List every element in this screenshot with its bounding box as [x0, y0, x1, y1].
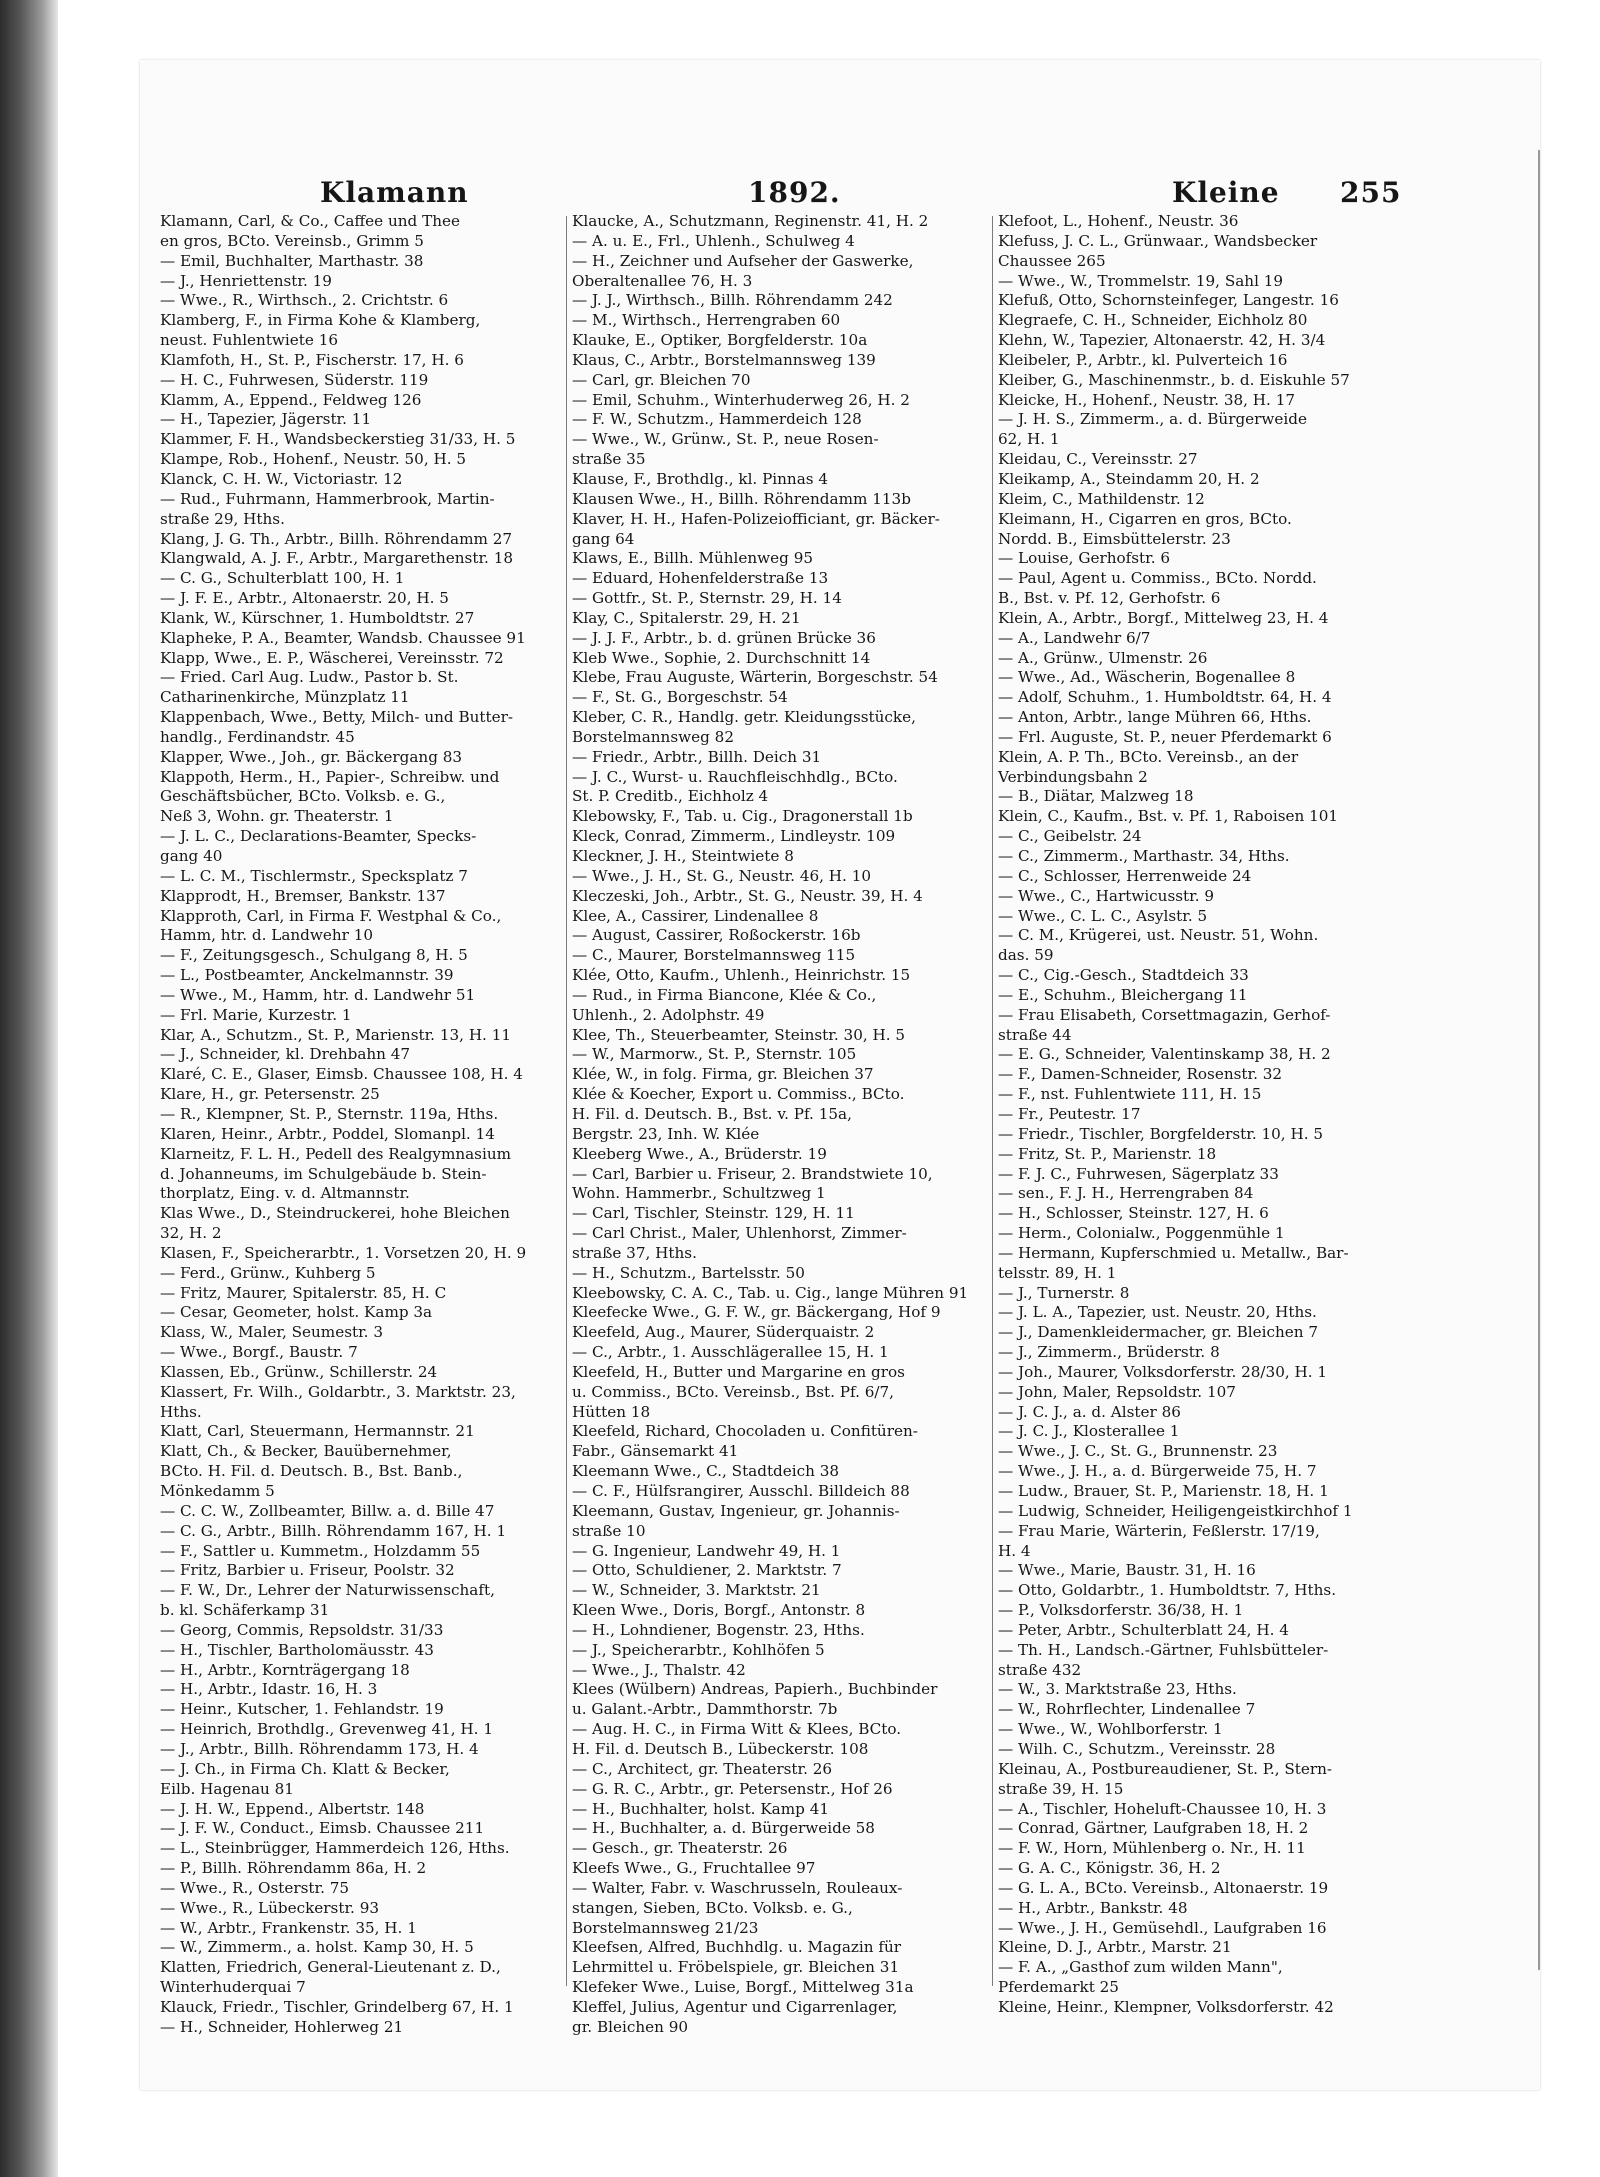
- directory-entry-line: Kleeberg Wwe., A., Brüderstr. 19: [572, 1144, 827, 1163]
- directory-entry-line: — H., Buchhalter, holst. Kamp 41: [572, 1799, 830, 1818]
- directory-entry-line: — A. u. E., Frl., Uhlenh., Schulweg 4: [572, 231, 855, 250]
- directory-entry-line: telsstr. 89, H. 1: [998, 1263, 1117, 1282]
- directory-entry-line: Klaus, C., Arbtr., Borstelmannsweg 139: [572, 350, 876, 369]
- directory-entry-line: Klar, A., Schutzm., St. P., Marienstr. 13, H. 11: [160, 1025, 512, 1044]
- running-head-right: Kleine: [1172, 176, 1280, 209]
- directory-entry-line: Winterhuderquai 7: [160, 1978, 306, 1997]
- directory-entry-line: — Fritz, Barbier u. Friseur, Poolstr. 32: [160, 1561, 455, 1580]
- directory-entry-line: Hamm, htr. d. Landwehr 10: [160, 926, 374, 945]
- directory-entry-line: — Ludw., Brauer, St. P., Marienstr. 18, H. 1: [998, 1482, 1329, 1500]
- directory-entry-line: — E. G., Schneider, Valentinskamp 38, H. 2: [998, 1045, 1331, 1064]
- directory-entry-line: Klefuss, J. C. L., Grünwaar., Wandsbecker: [998, 231, 1318, 250]
- directory-entry-line: — Friedr., Arbtr., Billh. Deich 31: [572, 747, 822, 766]
- directory-entry-line: — H., Tapezier, Jägerstr. 11: [160, 410, 372, 429]
- directory-entry-line: Klapp, Wwe., E. P., Wäscherei, Vereinsstr. 72: [160, 648, 504, 667]
- directory-entry-line: Uhlenh., 2. Adolphstr. 49: [572, 1005, 765, 1024]
- directory-entry-line: — J. L. C., Declarations-Beamter, Specks-: [160, 827, 477, 846]
- directory-entry-line: — Anton, Arbtr., lange Mühren 66, Hths.: [998, 708, 1312, 727]
- directory-entry-line: Klare, H., gr. Petersenstr. 25: [160, 1085, 380, 1104]
- directory-entry-line: Catharinenkirche, Münzplatz 11: [160, 688, 410, 707]
- directory-entry-line: — Fr., Peutestr. 17: [998, 1104, 1141, 1123]
- directory-entry-line: — H., Buchhalter, a. d. Bürgerweide 58: [572, 1819, 875, 1838]
- directory-entry-line: b. kl. Schäferkamp 31: [160, 1601, 330, 1620]
- directory-entry-line: Kleefeld, Richard, Chocoladen u. Confitüren-: [572, 1422, 918, 1441]
- directory-entry-line: Klefoot, L., Hohenf., Neustr. 36: [998, 212, 1239, 230]
- directory-entry-line: — C., Geibelstr. 24: [998, 827, 1142, 846]
- directory-entry-line: Klanck, C. H. W., Victoriastr. 12: [160, 469, 403, 488]
- directory-entry-line: — H., Tischler, Bartholomäusstr. 43: [160, 1640, 434, 1659]
- directory-entry-line: — F. W., Schutzm., Hammerdeich 128: [572, 410, 862, 429]
- directory-entry-line: — Wwe., R., Wirthsch., 2. Crichtstr. 6: [160, 291, 449, 310]
- directory-entry-line: — F. W., Horn, Mühlenberg o. Nr., H. 11: [998, 1839, 1306, 1858]
- directory-entry-line: — J. Ch., in Firma Ch. Klatt & Becker,: [160, 1759, 450, 1778]
- directory-entry-line: — M., Wirthsch., Herrengraben 60: [572, 311, 841, 330]
- page-number: 255: [1340, 176, 1402, 209]
- directory-entry-line: — J., Henriettenstr. 19: [160, 271, 332, 290]
- directory-entry-line: — Friedr., Tischler, Borgfelderstr. 10, H. 5: [998, 1124, 1324, 1143]
- directory-entry-line: Klay, C., Spitalerstr. 29, H. 21: [572, 608, 801, 627]
- directory-entry-line: — J., Turnerstr. 8: [998, 1283, 1130, 1302]
- directory-entry-line: H. Fil. d. Deutsch B., Lübeckerstr. 108: [572, 1739, 869, 1758]
- directory-entry-line: Kleimann, H., Cigarren en gros, BCto.: [998, 509, 1292, 528]
- directory-entry-line: — L., Postbeamter, Anckelmannstr. 39: [160, 966, 454, 985]
- directory-entry-line: — H., Schneider, Hohlerweg 21: [160, 2017, 404, 2036]
- directory-entry-line: Klaws, E., Billh. Mühlenweg 95: [572, 549, 814, 568]
- directory-column-2: [572, 212, 990, 2036]
- directory-entry-line: — F., St. G., Borgeschstr. 54: [572, 688, 788, 707]
- directory-entry-line: — Adolf, Schuhm., 1. Humboldtstr. 64, H. 4: [998, 688, 1332, 707]
- directory-entry-line: neust. Fuhlentwiete 16: [160, 331, 339, 350]
- directory-entry-line: — F. W., Dr., Lehrer der Naturwissenschaft,: [160, 1581, 495, 1600]
- directory-entry-line: — Otto, Schuldiener, 2. Marktstr. 7: [572, 1561, 842, 1580]
- directory-entry-line: Kleiber, G., Maschinenmstr., b. d. Eiskuhle 57: [998, 370, 1350, 389]
- directory-entry-line: Mönkedamm 5: [160, 1482, 275, 1500]
- directory-entry-line: Kleicke, H., Hohenf., Neustr. 38, H. 17: [998, 390, 1296, 409]
- directory-entry-line: — J., Damenkleidermacher, gr. Bleichen 7: [998, 1323, 1319, 1342]
- directory-entry-line: Klein, C., Kaufm., Bst. v. Pf. 1, Raboisen 101: [998, 807, 1339, 826]
- book-binding-shadow: [0, 0, 58, 2177]
- directory-entry-line: — Peter, Arbtr., Schulterblatt 24, H. 4: [998, 1620, 1289, 1639]
- directory-entry-line: — C. C. W., Zollbeamter, Billw. a. d. Bille 47: [160, 1501, 495, 1520]
- directory-entry-line: — C., Maurer, Borstelmannsweg 115: [572, 946, 856, 965]
- directory-entry-line: Kleemann, Gustav, Ingenieur, gr. Johannis-: [572, 1501, 900, 1520]
- directory-entry-line: — F., Damen-Schneider, Rosenstr. 32: [998, 1065, 1283, 1084]
- directory-entry-line: B., Bst. v. Pf. 12, Gerhofstr. 6: [998, 589, 1221, 608]
- directory-entry-line: Hths.: [160, 1402, 202, 1421]
- directory-entry-line: straße 35: [572, 450, 646, 469]
- directory-entry-line: — J. F. E., Arbtr., Altonaerstr. 20, H. 5: [160, 589, 449, 608]
- directory-entry-line: — Wwe., R., Osterstr. 75: [160, 1878, 350, 1897]
- directory-entry-line: Kleinau, A., Postbureaudiener, St. P., Stern-: [998, 1759, 1333, 1778]
- directory-entry-line: — J., Arbtr., Billh. Röhrendamm 173, H. 4: [160, 1739, 479, 1758]
- directory-entry-line: — H., Arbtr., Idastr. 16, H. 3: [160, 1680, 378, 1699]
- directory-entry-line: Eilb. Hagenau 81: [160, 1779, 294, 1798]
- directory-entry-line: — Heinrich, Brothdlg., Grevenweg 41, H. 1: [160, 1720, 493, 1739]
- directory-entry-line: Borstelmannsweg 82: [572, 727, 734, 746]
- directory-entry-line: — Wwe., C. L. C., Asylstr. 5: [998, 906, 1208, 925]
- directory-column-3: [998, 212, 1396, 2016]
- directory-entry-line: — F. A., „Gasthof zum wilden Mann",: [998, 1958, 1283, 1977]
- directory-entry-line: Klammer, F. H., Wandsbeckerstieg 31/33, H. 5: [160, 430, 516, 449]
- directory-entry-line: — W., Arbtr., Frankenstr. 35, H. 1: [160, 1918, 417, 1937]
- directory-entry-line: — W., 3. Marktstraße 23, Hths.: [998, 1680, 1237, 1699]
- directory-entry-line: Hütten 18: [572, 1402, 651, 1421]
- directory-entry-line: — E., Schuhm., Bleichergang 11: [998, 985, 1248, 1004]
- directory-entry-line: Klehn, W., Tapezier, Altonaerstr. 42, H. 3/4: [998, 331, 1326, 350]
- directory-entry-line: — Louise, Gerhofstr. 6: [998, 549, 1171, 568]
- directory-entry-line: — W., Schneider, 3. Marktstr. 21: [572, 1581, 821, 1600]
- directory-entry-line: — C., Zimmerm., Marthastr. 34, Hths.: [998, 847, 1290, 865]
- directory-entry-line: Kleefeld, H., Butter und Margarine en gros: [572, 1362, 905, 1381]
- directory-entry-line: — Conrad, Gärtner, Laufgraben 18, H. 2: [998, 1819, 1309, 1838]
- directory-entry-line: — Frau Marie, Wärterin, Feßlerstr. 17/19,: [998, 1521, 1320, 1540]
- directory-entry-line: — Wwe., C., Hartwicusstr. 9: [998, 886, 1215, 905]
- directory-entry-line: — J., Speicherarbtr., Kohlhöfen 5: [572, 1640, 825, 1659]
- directory-entry-line: — L. C. M., Tischlermstr., Specksplatz 7: [160, 866, 468, 885]
- directory-entry-line: — F., Sattler u. Kummetm., Holzdamm 55: [160, 1541, 481, 1560]
- directory-entry-line: — Rud., in Firma Biancone, Klée & Co.,: [572, 985, 877, 1004]
- directory-entry-line: Wohn. Hammerbr., Schultzweg 1: [572, 1184, 826, 1203]
- directory-entry-line: — R., Klempner, St. P., Sternstr. 119a, Hths.: [160, 1104, 499, 1123]
- directory-entry-line: Klassen, Eb., Grünw., Schillerstr. 24: [160, 1362, 438, 1381]
- directory-entry-line: Kleine, Heinr., Klempner, Volksdorferstr. 42: [998, 1997, 1334, 2016]
- directory-entry-line: — Walter, Fabr. v. Waschrusseln, Rouleaux-: [572, 1878, 903, 1897]
- directory-entry-line: Kleefs Wwe., G., Fruchtallee 97: [572, 1859, 816, 1878]
- directory-entry-line: Klaré, C. E., Glaser, Eimsb. Chaussee 108, H. 4: [160, 1065, 523, 1084]
- directory-entry-line: Kleffel, Julius, Agentur und Cigarrenlager,: [572, 1997, 898, 2016]
- directory-entry-line: — Wwe., J. H., Gemüsehdl., Laufgraben 16: [998, 1918, 1327, 1937]
- directory-entry-line: — Otto, Goldarbtr., 1. Humboldtstr. 7, Hths.: [998, 1581, 1337, 1600]
- directory-entry-line: Klamfoth, H., St. P., Fischerstr. 17, H. 6: [160, 350, 464, 369]
- column-divider: [992, 216, 993, 1986]
- directory-entry-line: — Wwe., W., Trommelstr. 19, Sahl 19: [998, 271, 1284, 290]
- directory-entry-line: stangen, Sieben, BCto. Volksb. e. G.,: [572, 1898, 853, 1917]
- directory-entry-line: — Hermann, Kupferschmied u. Metallw., Bar-: [998, 1243, 1349, 1262]
- directory-entry-line: — J. J. F., Arbtr., b. d. grünen Brücke 36: [572, 628, 876, 647]
- directory-entry-line: — P., Volksdorferstr. 36/38, H. 1: [998, 1601, 1244, 1620]
- directory-entry-line: Klatt, Ch., & Becker, Bauübernehmer,: [160, 1442, 452, 1461]
- directory-entry-line: — Wwe., Ad., Wäscherin, Bogenallee 8: [998, 668, 1296, 687]
- directory-entry-line: — C. F., Hülfsrangirer, Ausschl. Billdeich 88: [572, 1482, 910, 1500]
- directory-entry-line: Klank, W., Kürschner, 1. Humboldtstr. 27: [160, 608, 475, 627]
- directory-entry-line: St. P. Creditb., Eichholz 4: [572, 787, 769, 806]
- directory-entry-line: Klasen, F., Speicherarbtr., 1. Vorsetzen 20, H. 9: [160, 1243, 527, 1262]
- directory-entry-line: — J. H. W., Eppend., Albertstr. 148: [160, 1799, 425, 1818]
- directory-entry-line: Kleibeler, P., Arbtr., kl. Pulverteich 16: [998, 350, 1288, 369]
- directory-entry-line: BCto. H. Fil. d. Deutsch. B., Bst. Banb.,: [160, 1462, 463, 1481]
- directory-entry-line: u. Galant.-Arbtr., Dammthorstr. 7b: [572, 1700, 838, 1719]
- directory-entry-line: — Carl, gr. Bleichen 70: [572, 370, 751, 389]
- directory-entry-line: Klapproth, Carl, in Firma F. Westphal & Co.,: [160, 906, 502, 925]
- directory-entry-line: — Wwe., Marie, Baustr. 31, H. 16: [998, 1561, 1256, 1580]
- directory-entry-line: — Ludwig, Schneider, Heiligengeistkirchhof 1: [998, 1501, 1353, 1520]
- directory-entry-line: Kleck, Conrad, Zimmerm., Lindleystr. 109: [572, 827, 896, 846]
- directory-entry-line: straße 44: [998, 1025, 1072, 1044]
- directory-entry-line: — sen., F. J. H., Herrengraben 84: [998, 1184, 1254, 1203]
- directory-entry-line: Klees (Wülbern) Andreas, Papierh., Buchbinder: [572, 1680, 938, 1699]
- directory-entry-line: Bergstr. 23, Inh. W. Klée: [572, 1124, 760, 1143]
- directory-entry-line: Kleefeld, Aug., Maurer, Süderquaistr. 2: [572, 1323, 875, 1342]
- directory-entry-line: — J. L. A., Tapezier, ust. Neustr. 20, Hths.: [998, 1303, 1317, 1322]
- directory-entry-line: — J. C. J., a. d. Alster 86: [998, 1402, 1181, 1421]
- directory-entry-line: — Wwe., R., Lübeckerstr. 93: [160, 1898, 380, 1917]
- directory-entry-line: straße 29, Hths.: [160, 509, 285, 528]
- directory-entry-line: — Cesar, Geometer, holst. Kamp 3a: [160, 1303, 433, 1322]
- directory-entry-line: Klausen Wwe., H., Billh. Röhrendamm 113b: [572, 489, 911, 508]
- directory-entry-line: — C., Architect, gr. Theaterstr. 26: [572, 1759, 833, 1778]
- directory-entry-line: — Carl Christ., Maler, Uhlenhorst, Zimmer-: [572, 1224, 907, 1243]
- directory-entry-line: Klas Wwe., D., Steindruckerei, hohe Bleichen: [160, 1204, 510, 1223]
- directory-entry-line: — G. Ingenieur, Landwehr 49, H. 1: [572, 1541, 841, 1560]
- directory-entry-line: Klatt, Carl, Steuermann, Hermannstr. 21: [160, 1422, 475, 1441]
- directory-entry-line: Lehrmittel u. Fröbelspiele, gr. Bleichen 31: [572, 1958, 900, 1977]
- directory-entry-line: Klein, A. P. Th., BCto. Vereinsb., an der: [998, 747, 1299, 766]
- directory-entry-line: Kleb Wwe., Sophie, 2. Durchschnitt 14: [572, 648, 871, 667]
- directory-entry-line: — L., Steinbrügger, Hammerdeich 126, Hths.: [160, 1839, 510, 1858]
- directory-entry-line: Klass, W., Maler, Seumestr. 3: [160, 1323, 384, 1342]
- directory-entry-line: — Rud., Fuhrmann, Hammerbrook, Martin-: [160, 489, 495, 508]
- directory-entry-line: — C., Schlosser, Herrenweide 24: [998, 866, 1252, 885]
- directory-entry-line: Klebe, Frau Auguste, Wärterin, Borgeschstr. 54: [572, 668, 938, 687]
- directory-entry-line: Klapheke, P. A., Beamter, Wandsb. Chaussee 91: [160, 628, 526, 647]
- directory-entry-line: — Wwe., J. C., St. G., Brunnenstr. 23: [998, 1442, 1278, 1461]
- directory-entry-line: — H., Schlosser, Steinstr. 127, H. 6: [998, 1204, 1269, 1223]
- directory-entry-line: Kleber, C. R., Handlg. getr. Kleidungsstücke,: [572, 708, 916, 727]
- directory-entry-line: Verbindungsbahn 2: [998, 767, 1148, 786]
- directory-entry-line: — Emil, Schuhm., Winterhuderweg 26, H. 2: [572, 390, 910, 409]
- directory-entry-line: Klaucke, A., Schutzmann, Reginenstr. 41, H. 2: [572, 212, 929, 230]
- directory-entry-line: das. 59: [998, 946, 1054, 965]
- directory-column-1: [160, 212, 562, 2036]
- directory-entry-line: Kleen Wwe., Doris, Borgf., Antonstr. 8: [572, 1601, 866, 1620]
- directory-entry-line: — C. M., Krügerei, ust. Neustr. 51, Wohn.: [998, 926, 1319, 945]
- directory-entry-line: Klapper, Wwe., Joh., gr. Bäckergang 83: [160, 747, 463, 766]
- directory-entry-line: — Gottfr., St. P., Sternstr. 29, H. 14: [572, 589, 842, 608]
- directory-entry-line: — F. J. C., Fuhrwesen, Sägerplatz 33: [998, 1164, 1279, 1183]
- directory-entry-line: Pferdemarkt 25: [998, 1978, 1119, 1997]
- directory-entry-line: Geschäftsbücher, BCto. Volksb. e. G.,: [160, 787, 446, 806]
- directory-entry-line: Borstelmannsweg 21/23: [572, 1918, 759, 1937]
- running-head-year: 1892.: [748, 176, 841, 209]
- directory-entry-line: — Wwe., J. H., St. G., Neustr. 46, H. 10: [572, 866, 872, 885]
- directory-entry-line: Klatten, Friedrich, General-Lieutenant z. D.,: [160, 1958, 501, 1977]
- directory-entry-line: Klegraefe, C. H., Schneider, Eichholz 80: [998, 311, 1308, 330]
- directory-entry-line: Nordd. B., Eimsbüttelerstr. 23: [998, 529, 1231, 548]
- directory-entry-line: — W., Rohrflechter, Lindenallee 7: [998, 1700, 1256, 1719]
- directory-entry-line: Klefeker Wwe., Luise, Borgf., Mittelweg 31a: [572, 1978, 914, 1997]
- directory-entry-line: Kleckner, J. H., Steintwiete 8: [572, 847, 794, 865]
- directory-entry-line: Klée, Otto, Kaufm., Uhlenh., Heinrichstr. 15: [572, 966, 911, 985]
- running-head-left: Klamann: [320, 176, 469, 209]
- directory-entry-line: — H., Schutzm., Bartelsstr. 50: [572, 1263, 805, 1282]
- directory-entry-line: — Fritz, Maurer, Spitalerstr. 85, H. C: [160, 1283, 447, 1302]
- directory-entry-line: — J., Zimmerm., Brüderstr. 8: [998, 1343, 1220, 1362]
- directory-entry-line: — H., Zeichner und Aufseher der Gaswerke,: [572, 251, 914, 270]
- directory-entry-line: Kleemann Wwe., C., Stadtdeich 38: [572, 1462, 840, 1481]
- directory-entry-line: en gros, BCto. Vereinsb., Grimm 5: [160, 231, 424, 250]
- directory-entry-line: gang 64: [572, 529, 635, 548]
- directory-entry-line: thorplatz, Eing. v. d. Altmannstr.: [160, 1184, 410, 1203]
- directory-entry-line: — Gesch., gr. Theaterstr. 26: [572, 1839, 788, 1858]
- directory-entry-line: Kleczeski, Joh., Arbtr., St. G., Neustr. 39, H. 4: [572, 886, 923, 905]
- directory-entry-line: — Aug. H. C., in Firma Witt & Klees, BCto.: [572, 1720, 902, 1739]
- directory-entry-line: Klamann, Carl, & Co., Caffee und Thee: [160, 212, 460, 230]
- directory-entry-line: Klebowsky, F., Tab. u. Cig., Dragonerstall 1b: [572, 807, 913, 826]
- directory-entry-line: — C., Arbtr., 1. Ausschlägerallee 15, H. 1: [572, 1343, 889, 1362]
- directory-entry-line: — John, Maler, Repsoldstr. 107: [998, 1382, 1236, 1401]
- directory-entry-line: Kleebowsky, C. A. C., Tab. u. Cig., lange Mühren 91: [572, 1283, 969, 1302]
- directory-entry-line: Fabr., Gänsemarkt 41: [572, 1442, 739, 1461]
- directory-entry-line: u. Commiss., BCto. Vereinsb., Bst. Pf. 6/7,: [572, 1382, 895, 1401]
- directory-entry-line: — J. C. J., Klosterallee 1: [998, 1422, 1180, 1441]
- directory-entry-line: Klefuß, Otto, Schornsteinfeger, Langestr. 16: [998, 291, 1339, 310]
- directory-entry-line: straße 432: [998, 1660, 1082, 1679]
- directory-entry-line: gang 40: [160, 847, 223, 865]
- directory-entry-line: — Frau Elisabeth, Corsettmagazin, Gerhof-: [998, 1005, 1331, 1024]
- directory-entry-line: Klaver, H. H., Hafen-Polizeiofficiant, gr. Bäcker-: [572, 509, 940, 528]
- directory-entry-line: — August, Cassirer, Roßockerstr. 16b: [572, 926, 861, 945]
- directory-entry-line: Klampe, Rob., Hohenf., Neustr. 50, H. 5: [160, 450, 467, 469]
- directory-entry-line: — Wwe., W., Grünw., St. P., neue Rosen-: [572, 430, 879, 449]
- directory-entry-line: — Paul, Agent u. Commiss., BCto. Nordd.: [998, 569, 1317, 588]
- directory-entry-line: Kleidau, C., Vereinsstr. 27: [998, 450, 1198, 469]
- directory-entry-line: H. 4: [998, 1541, 1031, 1560]
- directory-entry-line: Klamm, A., Eppend., Feldweg 126: [160, 390, 422, 409]
- directory-entry-line: — Fried. Carl Aug. Ludw., Pastor b. St.: [160, 668, 459, 687]
- directory-entry-line: — Carl, Tischler, Steinstr. 129, H. 11: [572, 1204, 855, 1223]
- directory-entry-line: straße 39, H. 15: [998, 1779, 1124, 1798]
- directory-entry-line: gr. Bleichen 90: [572, 2017, 689, 2036]
- directory-entry-line: Klapprodt, H., Bremser, Bankstr. 137: [160, 886, 446, 905]
- directory-entry-line: — G. L. A., BCto. Vereinsb., Altonaerstr. 19: [998, 1878, 1329, 1897]
- directory-entry-line: — C., Cig.-Gesch., Stadtdeich 33: [998, 966, 1249, 985]
- directory-entry-line: — Georg, Commis, Repsoldstr. 31/33: [160, 1620, 444, 1639]
- directory-entry-line: — P., Billh. Röhrendamm 86a, H. 2: [160, 1859, 427, 1878]
- directory-entry-line: — Wilh. C., Schutzm., Vereinsstr. 28: [998, 1739, 1276, 1758]
- directory-entry-line: — J. J., Wirthsch., Billh. Röhrendamm 242: [572, 291, 893, 310]
- directory-entry-line: Klee, A., Cassirer, Lindenallee 8: [572, 906, 819, 925]
- directory-entry-line: Neß 3, Wohn. gr. Theaterstr. 1: [160, 807, 394, 826]
- directory-entry-line: Oberaltenallee 76, H. 3: [572, 271, 753, 290]
- directory-entry-line: straße 37, Hths.: [572, 1243, 697, 1262]
- page-edge-line: [1538, 150, 1540, 1970]
- directory-entry-line: — H. C., Fuhrwesen, Süderstr. 119: [160, 370, 429, 389]
- directory-entry-line: Klauck, Friedr., Tischler, Grindelberg 67, H. 1: [160, 1997, 514, 2016]
- directory-entry-line: — H., Arbtr., Kornträgergang 18: [160, 1660, 410, 1679]
- directory-entry-line: — Frl. Auguste, St. P., neuer Pferdemarkt 6: [998, 727, 1332, 746]
- directory-entry-line: — Herm., Colonialw., Poggenmühle 1: [998, 1224, 1285, 1243]
- directory-entry-line: Klée & Koecher, Export u. Commiss., BCto.: [572, 1085, 905, 1104]
- directory-entry-line: — W., Marmorw., St. P., Sternstr. 105: [572, 1045, 857, 1064]
- directory-entry-line: — Ferd., Grünw., Kuhberg 5: [160, 1263, 376, 1282]
- directory-entry-line: — Joh., Maurer, Volksdorferstr. 28/30, H. 1: [998, 1362, 1328, 1381]
- directory-entry-line: — A., Tischler, Hoheluft-Chaussee 10, H. 3: [998, 1799, 1327, 1818]
- directory-entry-line: — G. R. C., Arbtr., gr. Petersenstr., Hof 26: [572, 1779, 893, 1798]
- directory-entry-line: Klassert, Fr. Wilh., Goldarbtr., 3. Marktstr. 23,: [160, 1382, 516, 1401]
- directory-entry-line: Klause, F., Brothdlg., kl. Pinnas 4: [572, 469, 829, 488]
- directory-entry-line: H. Fil. d. Deutsch. B., Bst. v. Pf. 15a,: [572, 1104, 852, 1123]
- directory-entry-line: — Frl. Marie, Kurzestr. 1: [160, 1005, 352, 1024]
- directory-entry-line: Klée, W., in folg. Firma, gr. Bleichen 37: [572, 1065, 874, 1084]
- directory-entry-line: — A., Landwehr 6/7: [998, 628, 1151, 647]
- directory-entry-line: — Eduard, Hohenfelderstraße 13: [572, 569, 829, 588]
- directory-entry-line: Klaren, Heinr., Arbtr., Poddel, Slomanpl. 14: [160, 1124, 495, 1143]
- directory-entry-line: straße 10: [572, 1521, 646, 1540]
- directory-entry-line: — Wwe., J., Thalstr. 42: [572, 1660, 746, 1679]
- directory-entry-line: Klangwald, A. J. F., Arbtr., Margarethenstr. 18: [160, 549, 514, 568]
- directory-entry-line: — Wwe., Borgf., Baustr. 7: [160, 1343, 358, 1362]
- directory-entry-line: — J. F. W., Conduct., Eimsb. Chaussee 211: [160, 1819, 485, 1838]
- directory-entry-line: Kleefecke Wwe., G. F. W., gr. Bäckergang, Hof 9: [572, 1303, 941, 1322]
- column-divider: [566, 216, 567, 1986]
- directory-entry-line: — G. A. C., Königstr. 36, H. 2: [998, 1859, 1221, 1878]
- directory-entry-line: — C. G., Arbtr., Billh. Röhrendamm 167, H. 1: [160, 1521, 507, 1540]
- directory-entry-line: 62, H. 1: [998, 430, 1060, 449]
- directory-entry-line: Kleefsen, Alfred, Buchhdlg. u. Magazin für: [572, 1938, 902, 1957]
- directory-entry-line: Kleim, C., Mathildenstr. 12: [998, 489, 1205, 508]
- directory-entry-line: Kleikamp, A., Steindamm 20, H. 2: [998, 469, 1260, 488]
- directory-entry-line: — J., Schneider, kl. Drehbahn 47: [160, 1045, 411, 1064]
- directory-entry-line: — Carl, Barbier u. Friseur, 2. Brandstwiete 10,: [572, 1164, 933, 1183]
- directory-entry-line: Klauke, E., Optiker, Borgfelderstr. 10a: [572, 331, 868, 350]
- directory-entry-line: Klein, A., Arbtr., Borgf., Mittelweg 23, H. 4: [998, 608, 1329, 627]
- directory-entry-line: handlg., Ferdinandstr. 45: [160, 727, 355, 746]
- directory-entry-line: Klee, Th., Steuerbeamter, Steinstr. 30, H. 5: [572, 1025, 906, 1044]
- directory-entry-line: — F., Zeitungsgesch., Schulgang 8, H. 5: [160, 946, 468, 965]
- directory-entry-line: 32, H. 2: [160, 1224, 222, 1243]
- directory-entry-line: — F., nst. Fuhlentwiete 111, H. 15: [998, 1085, 1262, 1104]
- directory-entry-line: — Wwe., W., Wohlborferstr. 1: [998, 1720, 1223, 1739]
- directory-entry-line: Chaussee 265: [998, 251, 1106, 270]
- directory-entry-line: — J. C., Wurst- u. Rauchfleischhdlg., BCto.: [572, 767, 898, 786]
- directory-entry-line: Klappenbach, Wwe., Betty, Milch- und Butter-: [160, 708, 513, 727]
- directory-entry-line: Klamberg, F., in Firma Kohe & Klamberg,: [160, 311, 481, 330]
- directory-entry-line: — A., Grünw., Ulmenstr. 26: [998, 648, 1208, 667]
- directory-entry-line: — H., Arbtr., Bankstr. 48: [998, 1898, 1188, 1917]
- directory-entry-line: Klang, J. G. Th., Arbtr., Billh. Röhrendamm 27: [160, 529, 513, 548]
- directory-entry-line: — J. H. S., Zimmerm., a. d. Bürgerweide: [998, 410, 1307, 429]
- running-head: [160, 176, 1400, 212]
- directory-entry-line: — Wwe., J. H., a. d. Bürgerweide 75, H. 7: [998, 1462, 1317, 1481]
- directory-entry-line: — Emil, Buchhalter, Marthastr. 38: [160, 251, 424, 270]
- directory-entry-line: — H., Lohndiener, Bogenstr. 23, Hths.: [572, 1620, 865, 1639]
- directory-entry-line: — Wwe., M., Hamm, htr. d. Landwehr 51: [160, 985, 476, 1004]
- directory-entry-line: d. Johanneums, im Schulgebäude b. Stein-: [160, 1164, 487, 1183]
- directory-entry-line: Klappoth, Herm., H., Papier-, Schreibw. und: [160, 767, 500, 786]
- directory-entry-line: Kleine, D. J., Arbtr., Marstr. 21: [998, 1938, 1232, 1957]
- directory-entry-line: — W., Zimmerm., a. holst. Kamp 30, H. 5: [160, 1938, 474, 1957]
- directory-entry-line: — Heinr., Kutscher, 1. Fehlandstr. 19: [160, 1700, 444, 1719]
- directory-entry-line: — B., Diätar, Malzweg 18: [998, 787, 1194, 806]
- directory-entry-line: — Fritz, St. P., Marienstr. 18: [998, 1144, 1217, 1163]
- directory-entry-line: Klarneitz, F. L. H., Pedell des Realgymnasium: [160, 1144, 512, 1163]
- directory-entry-line: — C. G., Schulterblatt 100, H. 1: [160, 569, 405, 588]
- directory-entry-line: — Th. H., Landsch.-Gärtner, Fuhlsbütteler-: [998, 1640, 1329, 1659]
